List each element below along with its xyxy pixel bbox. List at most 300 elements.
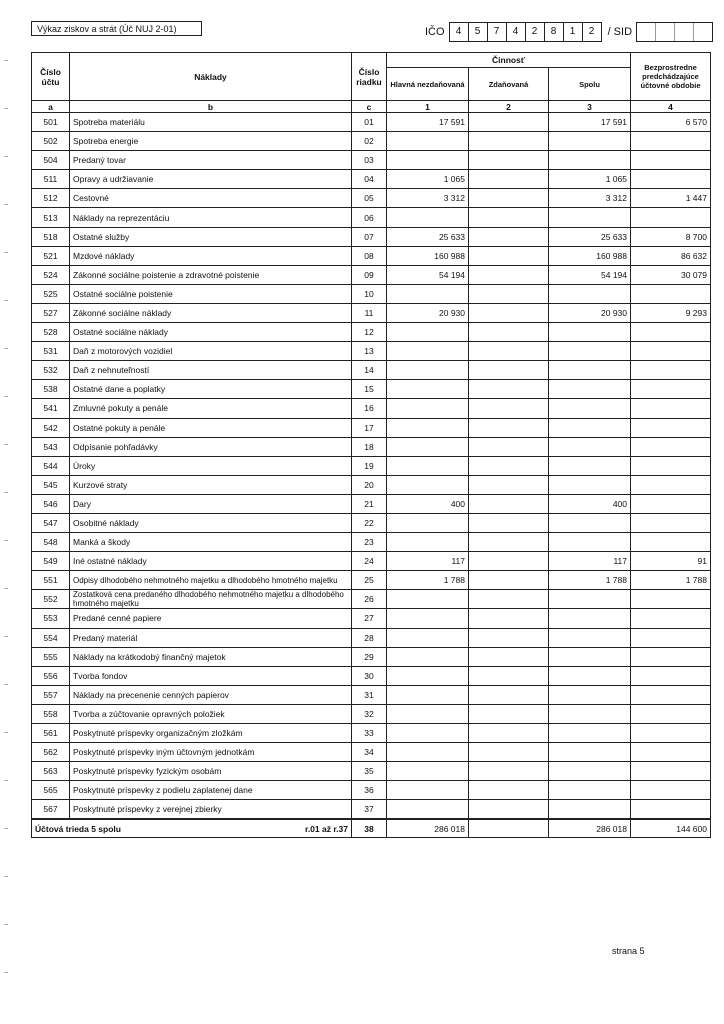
- cost-name: Zmluvné pokuty a penále: [70, 399, 352, 418]
- cost-name: Poskytnuté príspevky iným účtovným jednotkám: [70, 743, 352, 762]
- col-costs: Náklady: [70, 53, 352, 101]
- table-row: [32, 227, 711, 246]
- value-main: [387, 762, 469, 781]
- value-taxed: [469, 609, 549, 628]
- account-number: 546: [32, 494, 70, 513]
- ico-digit: 4: [450, 23, 469, 41]
- value-total: 400: [549, 494, 631, 513]
- value-prev: 1 788: [631, 571, 711, 590]
- value-total: [549, 284, 631, 303]
- table-row: [32, 170, 711, 189]
- cost-name: Ostatné dane a poplatky: [70, 380, 352, 399]
- value-total: [549, 533, 631, 552]
- row-number: 07: [352, 227, 387, 246]
- ico-label: IČO: [425, 26, 445, 38]
- value-total: [549, 666, 631, 685]
- account-number: 557: [32, 685, 70, 704]
- row-number: 15: [352, 380, 387, 399]
- table-row: [32, 590, 711, 609]
- cost-name: Náklady na reprezentáciu: [70, 208, 352, 227]
- table-row: [32, 151, 711, 170]
- account-number: 518: [32, 227, 70, 246]
- value-taxed: [469, 189, 549, 208]
- account-number: 527: [32, 303, 70, 322]
- account-number: 567: [32, 800, 70, 820]
- row-number: 11: [352, 303, 387, 322]
- value-total: 54 194: [549, 265, 631, 284]
- sid-cell: [694, 23, 712, 41]
- value-main: 1 788: [387, 571, 469, 590]
- value-prev: [631, 284, 711, 303]
- value-taxed: [469, 781, 549, 800]
- value-main: [387, 418, 469, 437]
- table-row: [32, 323, 711, 342]
- value-prev: 1 447: [631, 189, 711, 208]
- value-main: [387, 800, 469, 820]
- scan-mark: [4, 156, 8, 157]
- value-prev: [631, 132, 711, 151]
- row-number: 37: [352, 800, 387, 820]
- ico-field: [449, 22, 602, 42]
- value-prev: [631, 762, 711, 781]
- cost-name: Poskytnuté príspevky fyzickým osobám: [70, 762, 352, 781]
- row-number: 29: [352, 647, 387, 666]
- value-total: [549, 628, 631, 647]
- scan-mark: [4, 876, 8, 877]
- value-taxed: [469, 132, 549, 151]
- ico-digit: 1: [564, 23, 583, 41]
- sid-cell: [637, 23, 656, 41]
- value-prev: [631, 781, 711, 800]
- account-number: 528: [32, 323, 70, 342]
- scan-mark: [4, 636, 8, 637]
- table-row: [32, 552, 711, 571]
- cost-name: Poskytnuté príspevky z podielu zaplatenej dane: [70, 781, 352, 800]
- table-row: [32, 189, 711, 208]
- value-prev: [631, 590, 711, 609]
- table-row: [32, 533, 711, 552]
- value-total: [549, 647, 631, 666]
- table-row: [32, 132, 711, 151]
- value-prev: [631, 361, 711, 380]
- value-prev: [631, 170, 711, 189]
- cost-name: Odpisy dlhodobého nehmotného majetku a dlhodobého hmotného majetku: [70, 571, 352, 590]
- total-label-cell: [32, 819, 352, 838]
- table-row: [32, 666, 711, 685]
- account-number: 524: [32, 265, 70, 284]
- account-number: 555: [32, 647, 70, 666]
- account-number: 565: [32, 781, 70, 800]
- col-taxed: Zdaňovaná: [469, 68, 549, 101]
- cost-name: Tvorba a zúčtovanie opravných položiek: [70, 704, 352, 723]
- value-main: [387, 284, 469, 303]
- cost-name: Daň z nehnuteľností: [70, 361, 352, 380]
- account-number: 556: [32, 666, 70, 685]
- value-total: [549, 456, 631, 475]
- cost-name: Ostatné sociálne náklady: [70, 323, 352, 342]
- account-number: 542: [32, 418, 70, 437]
- value-total: 1 788: [549, 571, 631, 590]
- value-total: [549, 781, 631, 800]
- value-total: 25 633: [549, 227, 631, 246]
- sid-field: [636, 22, 713, 42]
- sub-1: 1: [387, 101, 469, 113]
- value-main: [387, 724, 469, 743]
- row-number: 24: [352, 552, 387, 571]
- value-main: 20 930: [387, 303, 469, 322]
- value-main: [387, 475, 469, 494]
- value-taxed: [469, 571, 549, 590]
- value-main: [387, 132, 469, 151]
- table-row: [32, 571, 711, 590]
- value-main: [387, 590, 469, 609]
- cost-name: Zákonné sociálne náklady: [70, 303, 352, 322]
- ico-digit: 7: [488, 23, 507, 41]
- value-taxed: [469, 437, 549, 456]
- table-row: [32, 724, 711, 743]
- value-main: [387, 456, 469, 475]
- value-taxed: [469, 284, 549, 303]
- value-total: [549, 724, 631, 743]
- account-number: 513: [32, 208, 70, 227]
- sub-2: 2: [469, 101, 549, 113]
- cost-name: Daň z motorových vozidiel: [70, 342, 352, 361]
- account-number: 549: [32, 552, 70, 571]
- value-main: [387, 743, 469, 762]
- value-main: 17 591: [387, 113, 469, 132]
- scan-mark: [4, 252, 8, 253]
- value-taxed: [469, 303, 549, 322]
- sub-3: 3: [549, 101, 631, 113]
- ico-sid-block: [425, 22, 713, 42]
- table-row: [32, 781, 711, 800]
- account-number: 553: [32, 609, 70, 628]
- account-number: 532: [32, 361, 70, 380]
- cost-name: Cestovné: [70, 189, 352, 208]
- row-number: 26: [352, 590, 387, 609]
- row-number: 21: [352, 494, 387, 513]
- table-row: [32, 284, 711, 303]
- value-total: [549, 151, 631, 170]
- table-row: [32, 418, 711, 437]
- account-number: 551: [32, 571, 70, 590]
- account-number: 541: [32, 399, 70, 418]
- cost-name: Spotreba energie: [70, 132, 352, 151]
- cost-name: Odpísanie pohľadávky: [70, 437, 352, 456]
- value-main: [387, 361, 469, 380]
- value-main: [387, 533, 469, 552]
- value-taxed: [469, 762, 549, 781]
- value-prev: [631, 418, 711, 437]
- value-main: [387, 666, 469, 685]
- row-number: 23: [352, 533, 387, 552]
- value-taxed: [469, 475, 549, 494]
- col-account: Číslo účtu: [32, 53, 70, 101]
- value-taxed: [469, 380, 549, 399]
- scan-mark: [4, 588, 8, 589]
- account-number: 504: [32, 151, 70, 170]
- value-taxed: [469, 800, 549, 820]
- scan-mark: [4, 684, 8, 685]
- value-prev: 9 293: [631, 303, 711, 322]
- table-row: [32, 609, 711, 628]
- table-row: [32, 800, 711, 820]
- value-prev: [631, 800, 711, 820]
- row-number: 04: [352, 170, 387, 189]
- row-number: 01: [352, 113, 387, 132]
- value-main: 25 633: [387, 227, 469, 246]
- table-row: [32, 113, 711, 132]
- value-main: [387, 151, 469, 170]
- value-total: [549, 323, 631, 342]
- value-prev: [631, 628, 711, 647]
- value-main: [387, 628, 469, 647]
- value-total: [549, 342, 631, 361]
- value-taxed: [469, 724, 549, 743]
- value-total: [549, 685, 631, 704]
- value-taxed: [469, 685, 549, 704]
- account-number: 562: [32, 743, 70, 762]
- row-number: 28: [352, 628, 387, 647]
- value-prev: 86 632: [631, 246, 711, 265]
- value-main: 117: [387, 552, 469, 571]
- account-number: 554: [32, 628, 70, 647]
- value-total: [549, 437, 631, 456]
- value-total: [549, 590, 631, 609]
- account-number: 538: [32, 380, 70, 399]
- account-number: 552: [32, 590, 70, 609]
- value-main: [387, 208, 469, 227]
- row-number: 36: [352, 781, 387, 800]
- sid-label: / SID: [607, 26, 633, 38]
- col-total: Spolu: [549, 68, 631, 101]
- value-prev: 8 700: [631, 227, 711, 246]
- cost-name: Poskytnuté príspevky organizačným zložkám: [70, 724, 352, 743]
- value-main: 3 312: [387, 189, 469, 208]
- cost-name: Predaný tovar: [70, 151, 352, 170]
- cost-name: Spotreba materiálu: [70, 113, 352, 132]
- value-main: 160 988: [387, 246, 469, 265]
- value-main: [387, 342, 469, 361]
- value-prev: [631, 647, 711, 666]
- row-number: 33: [352, 724, 387, 743]
- table-row: [32, 743, 711, 762]
- value-total: [549, 399, 631, 418]
- table-row: [32, 437, 711, 456]
- account-number: 545: [32, 475, 70, 494]
- value-prev: [631, 743, 711, 762]
- table-row: [32, 246, 711, 265]
- value-taxed: [469, 666, 549, 685]
- cost-name: Náklady na precenenie cenných papierov: [70, 685, 352, 704]
- value-taxed: [469, 113, 549, 132]
- value-prev: [631, 494, 711, 513]
- value-main: 400: [387, 494, 469, 513]
- value-taxed: [469, 418, 549, 437]
- value-main: [387, 513, 469, 532]
- scan-mark: [4, 60, 8, 61]
- sub-4: 4: [631, 101, 711, 113]
- cost-name: Ostatné sociálne poistenie: [70, 284, 352, 303]
- value-taxed: [469, 151, 549, 170]
- value-total: [549, 380, 631, 399]
- sub-c: c: [352, 101, 387, 113]
- account-number: 531: [32, 342, 70, 361]
- value-main: [387, 437, 469, 456]
- total-total: 286 018: [549, 819, 631, 838]
- account-number: 547: [32, 513, 70, 532]
- cost-name: Iné ostatné náklady: [70, 552, 352, 571]
- value-taxed: [469, 456, 549, 475]
- account-number: 512: [32, 189, 70, 208]
- scan-mark: [4, 732, 8, 733]
- value-prev: [631, 151, 711, 170]
- value-prev: [631, 208, 711, 227]
- table-row: [32, 456, 711, 475]
- value-prev: [631, 704, 711, 723]
- account-number: 563: [32, 762, 70, 781]
- account-number: 525: [32, 284, 70, 303]
- cost-name: Zostatková cena predaného dlhodobého nehmotného majetku a dlhodobého hmotného majetku: [70, 590, 352, 609]
- value-main: 1 065: [387, 170, 469, 189]
- cost-name: Poskytnuté príspevky z verejnej zbierky: [70, 800, 352, 820]
- scan-mark: [4, 540, 8, 541]
- value-total: [549, 800, 631, 820]
- cost-name: Manká a škody: [70, 533, 352, 552]
- row-number: 22: [352, 513, 387, 532]
- row-number: 10: [352, 284, 387, 303]
- row-number: 17: [352, 418, 387, 437]
- value-taxed: [469, 552, 549, 571]
- value-total: 20 930: [549, 303, 631, 322]
- ico-digit: 2: [588, 26, 595, 37]
- row-number: 14: [352, 361, 387, 380]
- form-title: Výkaz ziskov a strát (Úč NUJ 2-01): [31, 21, 202, 36]
- value-prev: 30 079: [631, 265, 711, 284]
- row-number: 06: [352, 208, 387, 227]
- scan-mark: [4, 972, 8, 973]
- account-number: 561: [32, 724, 70, 743]
- value-total: 160 988: [549, 246, 631, 265]
- value-prev: [631, 609, 711, 628]
- scan-mark: [4, 924, 8, 925]
- col-main: Hlavná nezdaňovaná: [387, 68, 469, 101]
- row-number: 31: [352, 685, 387, 704]
- row-number: 27: [352, 609, 387, 628]
- value-prev: [631, 666, 711, 685]
- value-taxed: [469, 513, 549, 532]
- value-prev: [631, 399, 711, 418]
- scan-mark: [4, 396, 8, 397]
- value-main: [387, 685, 469, 704]
- row-number: 02: [352, 132, 387, 151]
- account-number: 544: [32, 456, 70, 475]
- table-row: [32, 208, 711, 227]
- value-main: [387, 399, 469, 418]
- account-number: 501: [32, 113, 70, 132]
- row-number: 09: [352, 265, 387, 284]
- cost-name: Predané cenné papiere: [70, 609, 352, 628]
- value-main: [387, 781, 469, 800]
- table-row: [32, 647, 711, 666]
- value-taxed: [469, 246, 549, 265]
- cost-name: Dary: [70, 494, 352, 513]
- value-taxed: [469, 170, 549, 189]
- total-taxed: [469, 819, 549, 838]
- value-taxed: [469, 265, 549, 284]
- row-number: 34: [352, 743, 387, 762]
- table-row: [32, 628, 711, 647]
- scan-mark: [4, 492, 8, 493]
- value-prev: [631, 456, 711, 475]
- value-total: [549, 704, 631, 723]
- value-main: [387, 647, 469, 666]
- value-total: [549, 418, 631, 437]
- table-row: [32, 494, 711, 513]
- value-total: [549, 762, 631, 781]
- sid-cell: [675, 23, 694, 41]
- row-number: 20: [352, 475, 387, 494]
- value-total: 17 591: [549, 113, 631, 132]
- value-taxed: [469, 361, 549, 380]
- row-number: 05: [352, 189, 387, 208]
- cost-name: Ostatné pokuty a penále: [70, 418, 352, 437]
- value-taxed: [469, 647, 549, 666]
- value-prev: 6 570: [631, 113, 711, 132]
- value-total: [549, 743, 631, 762]
- account-number: 543: [32, 437, 70, 456]
- scan-mark: [4, 204, 8, 205]
- value-taxed: [469, 704, 549, 723]
- row-number: 18: [352, 437, 387, 456]
- cost-name: Zákonné sociálne poistenie a zdravotné poistenie: [70, 265, 352, 284]
- account-number: 558: [32, 704, 70, 723]
- value-taxed: [469, 533, 549, 552]
- value-prev: [631, 513, 711, 532]
- total-row-no: 38: [352, 819, 387, 838]
- row-number: 30: [352, 666, 387, 685]
- row-number: 16: [352, 399, 387, 418]
- account-number: 521: [32, 246, 70, 265]
- ico-digit: 8: [545, 23, 564, 41]
- row-number: 03: [352, 151, 387, 170]
- table-row: [32, 342, 711, 361]
- table-row: [32, 265, 711, 284]
- total-main: 286 018: [387, 819, 469, 838]
- scan-mark: [4, 348, 8, 349]
- value-total: [549, 361, 631, 380]
- value-prev: [631, 685, 711, 704]
- scan-mark: [4, 828, 8, 829]
- value-total: 3 312: [549, 189, 631, 208]
- table-row: [32, 513, 711, 532]
- value-prev: [631, 323, 711, 342]
- ico-digit: 4: [507, 23, 526, 41]
- value-main: [387, 323, 469, 342]
- value-taxed: [469, 494, 549, 513]
- page-number: strana 5: [612, 946, 645, 956]
- total-label: Účtová trieda 5 spolu: [35, 823, 121, 834]
- row-number: 35: [352, 762, 387, 781]
- ico-digit: 2: [526, 23, 545, 41]
- value-taxed: [469, 227, 549, 246]
- scan-mark: [4, 108, 8, 109]
- account-number: 548: [32, 533, 70, 552]
- cost-name: Osobitné náklady: [70, 513, 352, 532]
- table-row: [32, 685, 711, 704]
- scan-mark: [4, 444, 8, 445]
- table-row: [32, 704, 711, 723]
